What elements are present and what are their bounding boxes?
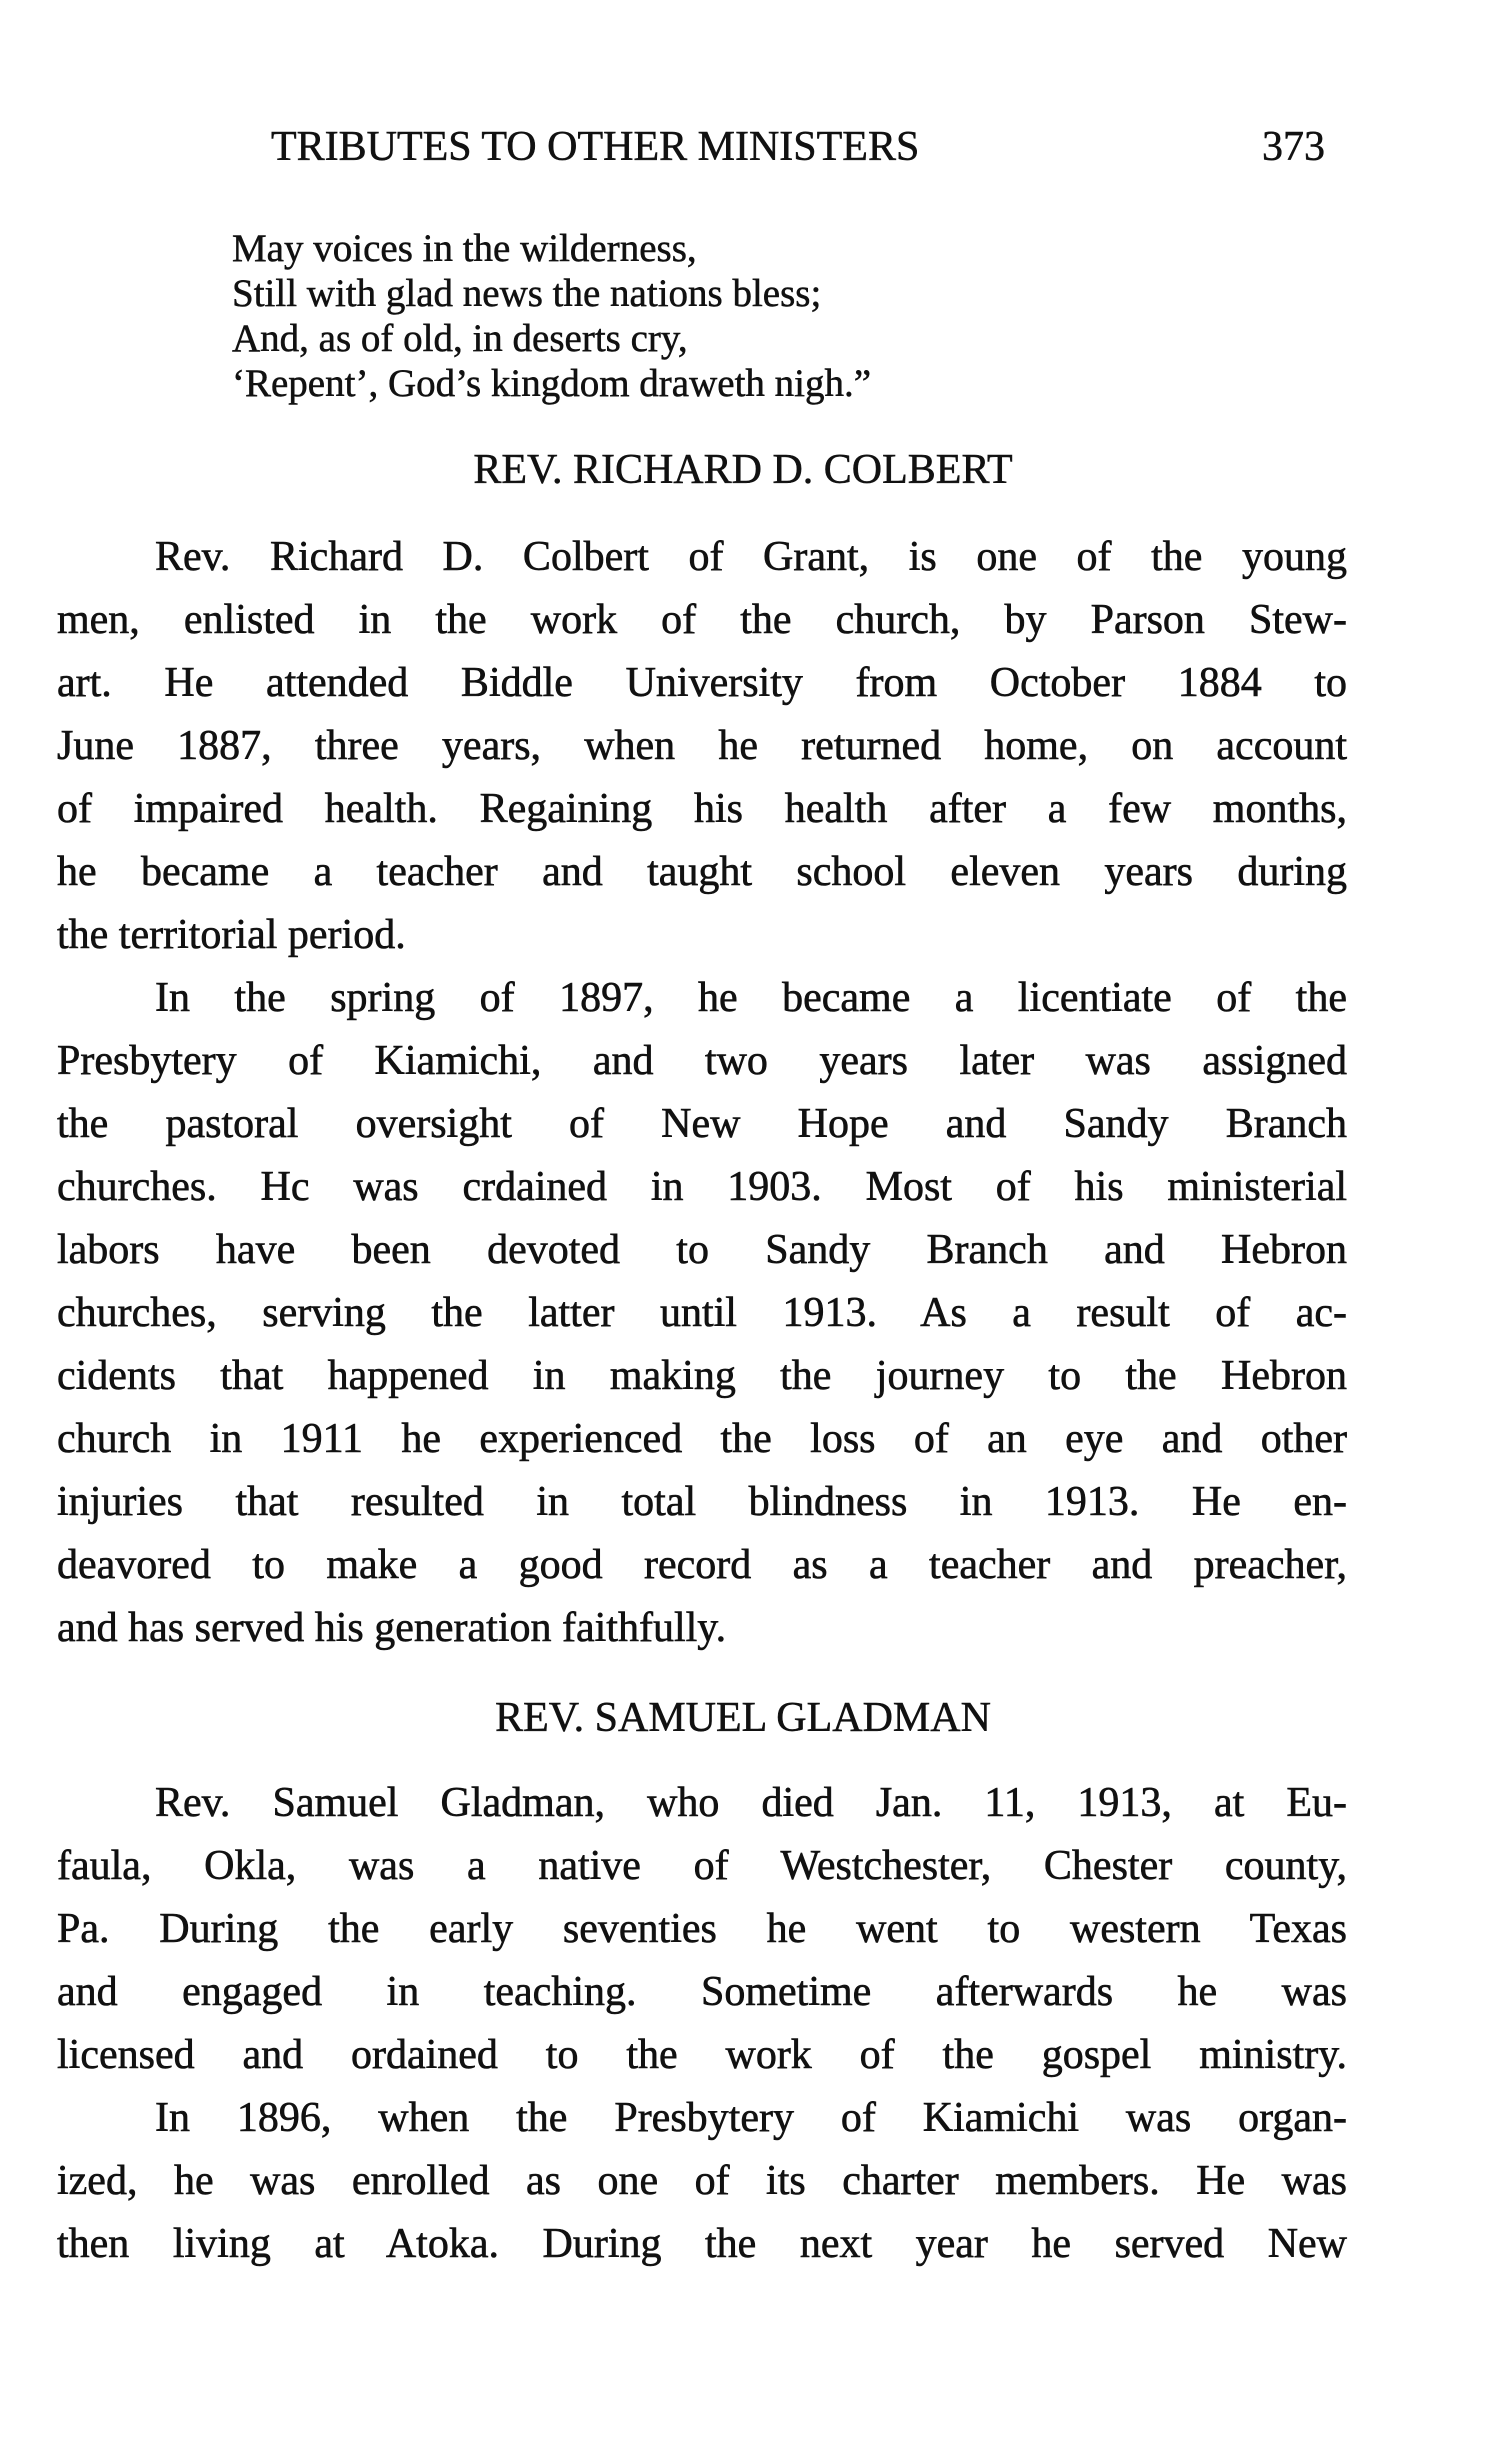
text-line: churches. Hc was crdained in 1903. Most of his ministerial <box>57 1164 1347 1210</box>
text-line: deavored to make a good record as a teacher and preacher, <box>57 1542 1347 1588</box>
text-line: the pastoral oversight of New Hope and Sandy Branch <box>57 1101 1347 1147</box>
paragraph <box>57 967 1347 1660</box>
text-line: men, enlisted in the work of the church, by Parson Stew- <box>57 597 1347 643</box>
text-line: In 1896, when the Presbytery of Kiamichi was organ- <box>155 2095 1347 2141</box>
running-header-title: TRIBUTES TO OTHER MINISTERS <box>271 124 920 170</box>
text-line: Rev. Samuel Gladman, who died Jan. 11, 1913, at Eu- <box>155 1780 1347 1826</box>
verse-line: ‘Repent’, God’s kingdom draweth nigh.” <box>232 362 872 405</box>
text-line: then living at Atoka. During the next year he served New <box>57 2221 1347 2267</box>
text-line: cidents that happened in making the journey to the Hebron <box>57 1353 1347 1399</box>
text-line: church in 1911 he experienced the loss of an eye and other <box>57 1416 1347 1462</box>
text-line: art. He attended Biddle University from October 1884 to <box>57 660 1347 706</box>
text-line: churches, serving the latter until 1913. As a result of ac- <box>57 1290 1347 1336</box>
verse-line: Still with glad news the nations bless; <box>232 272 822 315</box>
text-line: and has served his generation faithfully. <box>57 1605 727 1651</box>
paragraph <box>57 2087 1347 2276</box>
text-line: licensed and ordained to the work of the gospel ministry. <box>57 2032 1347 2078</box>
text-line: Pa. During the early seventies he went to western Texas <box>57 1906 1347 1952</box>
text-line: Presbytery of Kiamichi, and two years later was assigned <box>57 1038 1347 1084</box>
text-line: he became a teacher and taught school eleven years during <box>57 849 1347 895</box>
text-line: and engaged in teaching. Sometime afterwards he was <box>57 1969 1347 2015</box>
verse-line: And, as of old, in deserts cry, <box>232 317 688 360</box>
text-line: In the spring of 1897, he became a licentiate of the <box>155 975 1347 1021</box>
paragraph <box>57 526 1347 967</box>
page-number: 373 <box>1262 124 1325 170</box>
verse-quote <box>232 226 871 406</box>
section-heading-gladman: REV. SAMUEL GLADMAN <box>495 1695 991 1741</box>
text-line: the territorial period. <box>57 912 406 958</box>
text-line: faula, Okla, was a native of Westchester, Chester county, <box>57 1843 1347 1889</box>
text-line: of impaired health. Regaining his health after a few months, <box>57 786 1347 832</box>
verse-line: May voices in the wilderness, <box>232 227 697 270</box>
text-line: labors have been devoted to Sandy Branch and Hebron <box>57 1227 1347 1273</box>
section-heading-colbert: REV. RICHARD D. COLBERT <box>473 447 1013 493</box>
text-line: Rev. Richard D. Colbert of Grant, is one of the young <box>155 534 1347 580</box>
paragraph <box>57 1772 1347 2087</box>
text-line: ized, he was enrolled as one of its charter members. He was <box>57 2158 1347 2204</box>
text-line: injuries that resulted in total blindness in 1913. He en- <box>57 1479 1347 1525</box>
text-line: June 1887, three years, when he returned home, on account <box>57 723 1347 769</box>
